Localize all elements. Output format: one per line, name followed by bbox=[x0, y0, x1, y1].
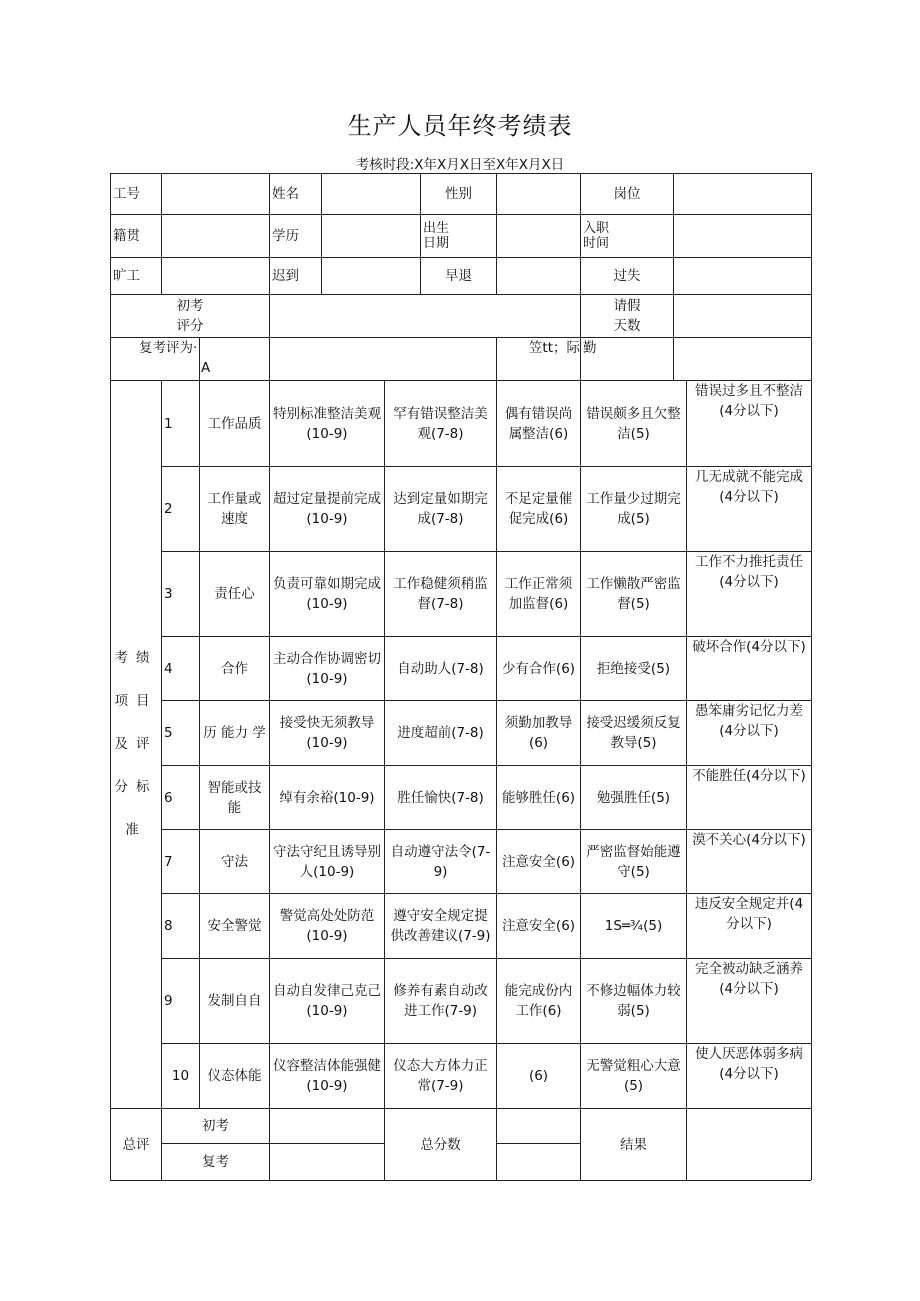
field-value-2-1[interactable] bbox=[322, 258, 420, 294]
criterion-6-level-4[interactable]: 勉强胜任(5) bbox=[596, 789, 671, 806]
criterion-name-8: 安全警觉 bbox=[207, 918, 262, 934]
criterion-2-level-3[interactable]: 不足定量催促完成(6) bbox=[504, 491, 573, 527]
leave-days-label: 请假 天数 bbox=[613, 298, 641, 334]
field-label-1-2: 出生 日期 bbox=[423, 221, 450, 251]
criterion-1-level-2[interactable]: 罕有错误整洁美观(7-8) bbox=[393, 405, 488, 442]
field-label-1-3: 入职 时间 bbox=[583, 221, 610, 251]
criterion-name-9: 发制自自 bbox=[207, 993, 262, 1009]
criterion-name-1: 工作品质 bbox=[207, 415, 262, 432]
criterion-7-level-1[interactable]: 守法守纪且诱导别人(10-9) bbox=[273, 843, 381, 880]
field-label-1-1: 学历 bbox=[272, 228, 299, 244]
field-label-0-1: 姓名 bbox=[272, 186, 299, 202]
field-label-2-2: 早退 bbox=[445, 268, 472, 284]
field-value-2-0[interactable] bbox=[162, 258, 269, 294]
criterion-5-level-2[interactable]: 进度超前(7-8) bbox=[397, 725, 484, 741]
field-value-0-1[interactable] bbox=[322, 174, 420, 214]
field-value-0-3[interactable] bbox=[674, 174, 811, 214]
criterion-name-3: 责任心 bbox=[214, 586, 255, 602]
grid-line bbox=[811, 173, 812, 294]
criterion-9-level-5[interactable]: 完全被动缺乏涵养(4分以下) bbox=[695, 961, 803, 997]
criterion-3-level-1[interactable]: 负责可靠如期完成(10-9) bbox=[273, 576, 381, 612]
criterion-9-level-2[interactable]: 修养有素自动改进工作(7-9) bbox=[393, 983, 488, 1019]
criterion-number-9: 9 bbox=[164, 993, 173, 1009]
field-value-1-2[interactable] bbox=[497, 215, 580, 257]
criterion-3-level-5[interactable]: 工作不力推托责任(4分以下) bbox=[695, 554, 803, 590]
criterion-1-level-5[interactable]: 错误过多且不整洁(4分以下) bbox=[695, 383, 803, 419]
criterion-10-level-3[interactable]: (6) bbox=[528, 1068, 549, 1084]
criterion-name-7: 守法 bbox=[221, 853, 248, 870]
criterion-5-level-5[interactable]: 愚笨庸劣记忆力差(4分以下) bbox=[695, 703, 803, 739]
criterion-5-level-3[interactable]: 须勤加教导(6) bbox=[504, 715, 573, 751]
criterion-6-level-5[interactable]: 不能胜任(4分以下) bbox=[692, 768, 806, 784]
criterion-4-level-2[interactable]: 自动助人(7-8) bbox=[397, 660, 484, 677]
criterion-2-level-5[interactable]: 几无成就不能完成(4分以下) bbox=[695, 469, 803, 505]
criterion-7-level-2[interactable]: 自动遵守法令(7-9) bbox=[390, 843, 491, 880]
criterion-8-level-1[interactable]: 警觉高处处防范(10-9) bbox=[279, 908, 375, 944]
criterion-2-level-2[interactable]: 达到定量如期完成(7-8) bbox=[393, 491, 488, 527]
summary-label: 总评 bbox=[122, 1136, 150, 1153]
criterion-10-level-5[interactable]: 使人厌恶体弱多病(4分以下) bbox=[695, 1046, 803, 1082]
criterion-4-level-1[interactable]: 主动合作协调密切(10-9) bbox=[273, 650, 381, 687]
criterion-10-level-4[interactable]: 无警觉粗心大意(5) bbox=[586, 1058, 681, 1094]
review-score-value[interactable] bbox=[270, 338, 496, 380]
result-label: 结果 bbox=[620, 1136, 647, 1153]
criterion-3-level-2[interactable]: 工作稳健须稍监督(7-8) bbox=[393, 576, 488, 612]
field-value-0-0[interactable] bbox=[162, 174, 269, 214]
section-label: 考绩 项目 及评 分标 准 bbox=[114, 650, 158, 838]
result-value[interactable] bbox=[687, 1109, 811, 1180]
total-score-label: 总分数 bbox=[420, 1136, 461, 1153]
criterion-6-level-3[interactable]: 能够胜任(6) bbox=[501, 789, 576, 806]
criterion-2-level-1[interactable]: 超过定量提前完成(10-9) bbox=[273, 491, 381, 527]
criterion-1-level-1[interactable]: 特别标准整洁美观(10-9) bbox=[273, 405, 381, 442]
total-score-initial[interactable] bbox=[497, 1109, 580, 1143]
criterion-7-level-3[interactable]: 注意安全(6) bbox=[501, 853, 576, 870]
criterion-9-level-1[interactable]: 自动自发律己克己(10-9) bbox=[273, 983, 381, 1019]
criterion-number-10: 10 bbox=[171, 1068, 190, 1084]
criterion-number-3: 3 bbox=[164, 586, 173, 602]
criterion-6-level-2[interactable]: 胜任愉快(7-8) bbox=[397, 789, 484, 806]
summary-initial-value[interactable] bbox=[270, 1109, 384, 1143]
summary-initial-label: 初考 bbox=[202, 1118, 229, 1134]
grid-line bbox=[811, 380, 812, 1108]
criterion-4-level-5[interactable]: 破坏合作(4分以下) bbox=[692, 639, 806, 655]
field-label-0-3: 岗位 bbox=[613, 186, 641, 202]
field-value-1-3[interactable] bbox=[674, 215, 811, 257]
summary-review-label: 复考 bbox=[202, 1154, 229, 1170]
criterion-1-level-4[interactable]: 错误颇多且欠整洁(5) bbox=[586, 405, 681, 442]
criterion-7-level-5[interactable]: 漠不关心(4分以下) bbox=[692, 832, 806, 848]
criterion-3-level-4[interactable]: 工作懒散严密监督(5) bbox=[586, 576, 681, 612]
criterion-6-level-1[interactable]: 绰有余裕(10-9) bbox=[279, 789, 375, 806]
leave-days-value[interactable] bbox=[674, 295, 811, 337]
field-label-0-0: 工号 bbox=[113, 186, 140, 202]
criterion-10-level-1[interactable]: 仪容整洁体能强健(10-9) bbox=[273, 1058, 381, 1094]
criterion-1-level-3[interactable]: 偶有错误尚属整洁(6) bbox=[504, 405, 573, 442]
criterion-7-level-4[interactable]: 严密监督始能遵守(5) bbox=[586, 843, 681, 880]
criterion-10-level-2[interactable]: 仪态大方体力正常(7-9) bbox=[393, 1058, 488, 1094]
review-score-label: 复考评为· A bbox=[139, 340, 211, 376]
criterion-5-level-4[interactable]: 接受迟缓须反复教导(5) bbox=[586, 715, 681, 751]
criterion-number-6: 6 bbox=[164, 789, 173, 806]
field-value-1-0[interactable] bbox=[162, 215, 269, 257]
field-label-2-1: 迟到 bbox=[272, 268, 299, 284]
criterion-2-level-4[interactable]: 工作量少过期完成(5) bbox=[586, 491, 681, 527]
criterion-4-level-3[interactable]: 少有合作(6) bbox=[501, 660, 576, 677]
actual-attendance-label-2: 勤 bbox=[583, 340, 597, 356]
criterion-name-5: 历 能力 学 bbox=[203, 725, 266, 741]
criterion-name-6: 智能或技能 bbox=[207, 779, 262, 816]
field-label-0-2: 性别 bbox=[445, 186, 472, 202]
criterion-number-1: 1 bbox=[164, 415, 173, 432]
criterion-number-8: 8 bbox=[164, 918, 173, 934]
criterion-number-5: 5 bbox=[164, 725, 173, 741]
criterion-4-level-4[interactable]: 拒绝接受(5) bbox=[596, 660, 671, 677]
criterion-name-4: 合作 bbox=[221, 660, 248, 677]
grid-line bbox=[811, 1108, 812, 1180]
criterion-8-level-3[interactable]: 注意安全(6) bbox=[501, 918, 576, 934]
criterion-name-10: 仪态体能 bbox=[207, 1068, 262, 1084]
criterion-8-level-5[interactable]: 违反安全规定并(4分以下) bbox=[694, 896, 804, 932]
total-score-review[interactable] bbox=[497, 1144, 580, 1180]
criterion-8-level-4[interactable]: 1S═¾(5) bbox=[604, 918, 663, 934]
field-value-1-1[interactable] bbox=[322, 215, 420, 257]
criterion-number-2: 2 bbox=[164, 501, 173, 517]
criterion-9-level-3[interactable]: 能完成份内工作(6) bbox=[504, 983, 573, 1019]
criterion-number-4: 4 bbox=[164, 660, 173, 677]
initial-score-value[interactable] bbox=[270, 295, 580, 337]
criterion-name-2: 工作量或速度 bbox=[207, 491, 262, 527]
actual-attendance-label: 笠tt；际 bbox=[528, 340, 580, 356]
grid-line bbox=[811, 337, 812, 380]
criterion-8-level-2[interactable]: 遵守安全规定提供改善建议(7-9) bbox=[390, 908, 491, 944]
criterion-number-7: 7 bbox=[164, 853, 173, 870]
field-label-2-0: 旷工 bbox=[113, 268, 140, 284]
field-label-1-0: 籍贯 bbox=[113, 228, 140, 244]
field-value-0-2[interactable] bbox=[497, 174, 580, 214]
page-title: 生产人员年终考绩表 bbox=[347, 112, 573, 140]
criterion-3-level-3[interactable]: 工作正常须加监督(6) bbox=[504, 576, 573, 612]
summary-review-value[interactable] bbox=[270, 1144, 384, 1180]
field-label-2-3: 过失 bbox=[613, 268, 641, 284]
criterion-9-level-4[interactable]: 不修边幅体力较弱(5) bbox=[586, 983, 681, 1019]
assessment-period: 考核时段:X年X月X日至X年X月X日 bbox=[355, 157, 565, 173]
grid-line bbox=[110, 1180, 811, 1181]
field-value-2-3[interactable] bbox=[674, 258, 811, 294]
actual-attendance-value[interactable] bbox=[674, 338, 811, 380]
grid-line bbox=[811, 294, 812, 337]
initial-score-label: 初考 评分 bbox=[176, 298, 204, 334]
field-value-2-2[interactable] bbox=[497, 258, 580, 294]
criterion-5-level-1[interactable]: 接受快无须教导(10-9) bbox=[279, 715, 375, 751]
